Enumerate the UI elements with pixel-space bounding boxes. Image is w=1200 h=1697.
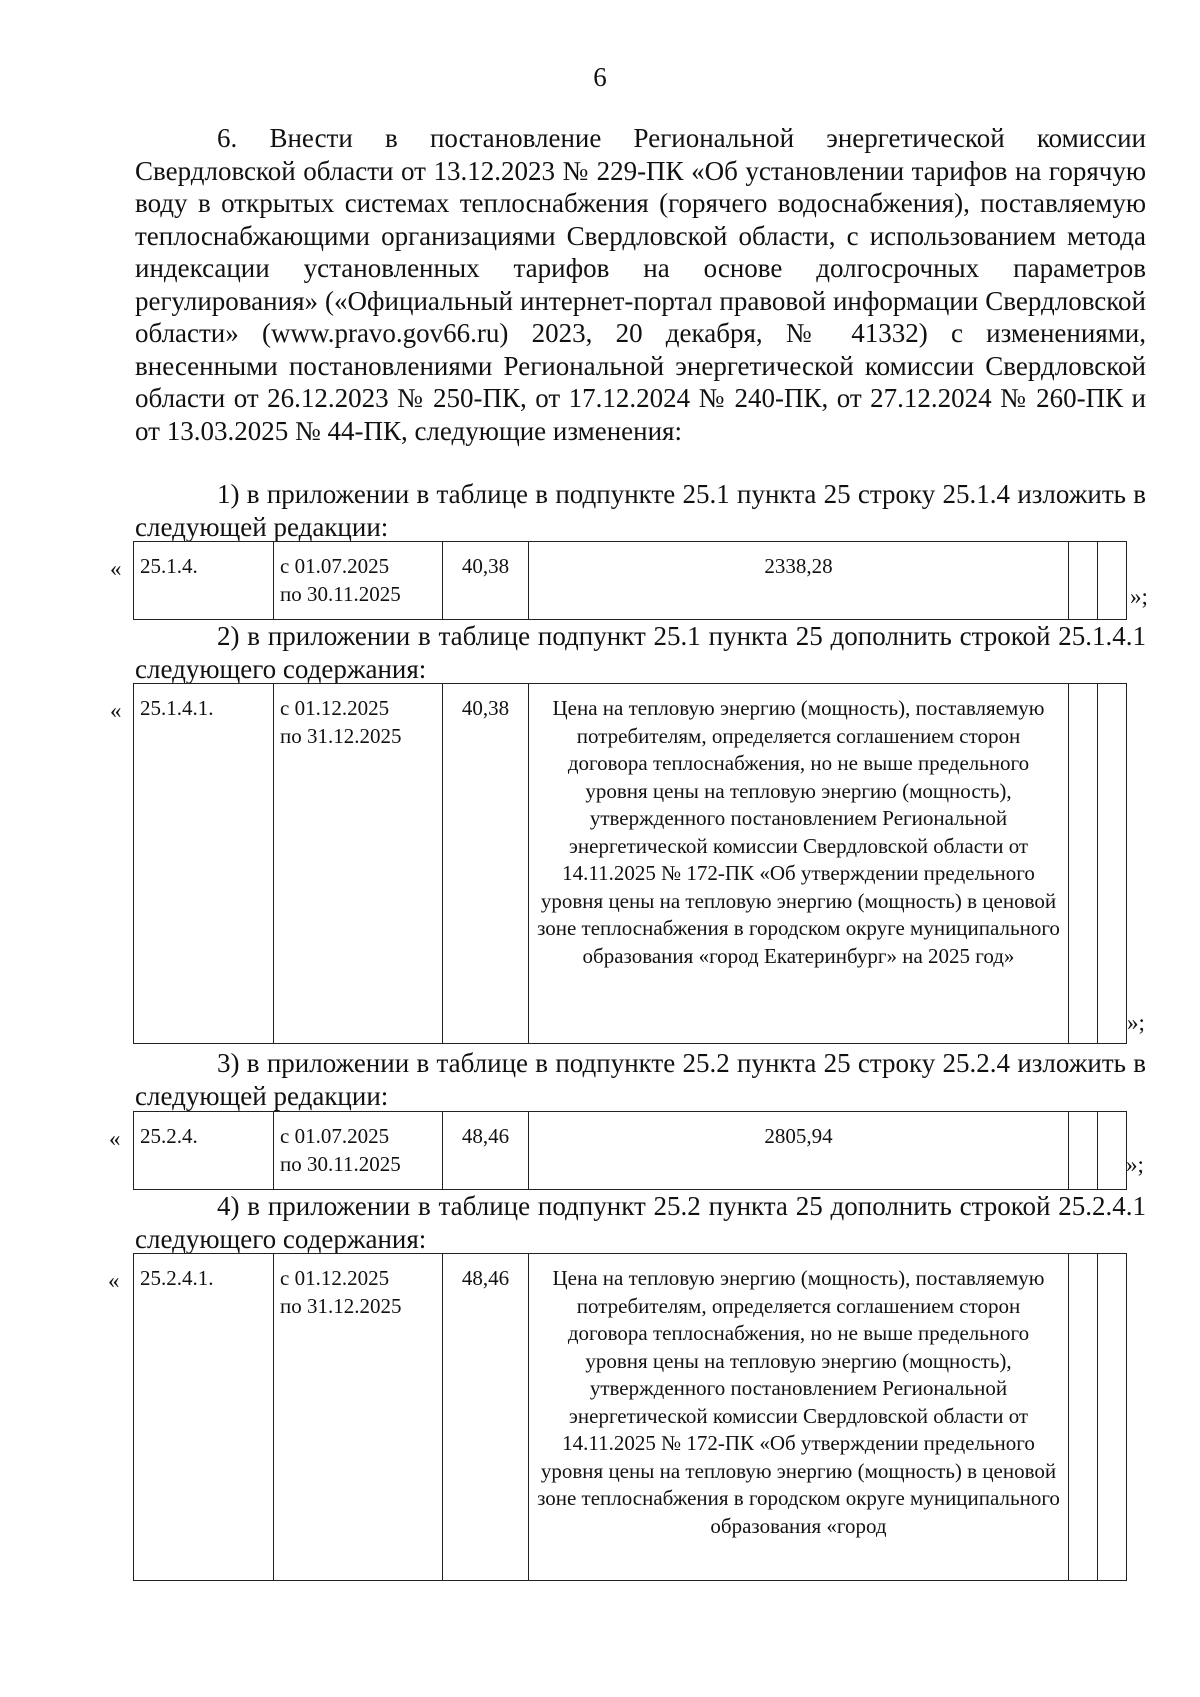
page-number: 6 <box>593 62 607 92</box>
item-1-empty-cell-2 <box>1098 542 1127 620</box>
item-3-rate: 48,46 <box>443 1112 529 1190</box>
item-1-empty-cell-1 <box>1069 542 1098 620</box>
item-4-table-row <box>133 1253 1127 1581</box>
item-4-code: 25.2.4.1. <box>134 1254 274 1581</box>
item-1-period <box>274 542 443 620</box>
item-1-rate: 40,38 <box>443 542 529 620</box>
item-3-period-from: с 01.07.2025 <box>280 1124 390 1148</box>
item-1-period-to: по 30.11.2025 <box>280 581 401 606</box>
item-1-quote-open: « <box>110 556 122 581</box>
item-3-price: 2805,94 <box>529 1112 1069 1190</box>
item-4-period <box>274 1254 443 1581</box>
item-1-code: 25.1.4. <box>134 542 274 620</box>
item-4-rate: 48,46 <box>443 1254 529 1581</box>
item-2-table-row <box>133 683 1127 1044</box>
item-2-period-from: с 01.12.2025 <box>280 696 390 720</box>
item-2-text: 2) в приложении в таблице подпункт 25.1 пункта 25 дополнить строкой 25.1.4.1 следующего содержания: <box>135 621 1146 684</box>
item-3-text: 3) в приложении в таблице в подпункте 25.2 пункта 25 строку 25.2.4 изложить в следующей редакции: <box>135 1048 1146 1111</box>
item-4-price: Цена на тепловую энергию (мощность), поставляемую потребителям, определяется соглашением сторон договора теплоснабжения, но не выше предельного уровня цены на тепловую энергию (мощность), утвержденного постановлением Региональной энергетической комиссии Свердловской области от 14.11.2025 № 172-ПК «Об утверждении предельного уровня цены на тепловую энергию (мощность) в ценовой зоне теплоснабжения в городском округе муниципального образования «город <box>529 1254 1069 1581</box>
item-2-quote-open: « <box>110 698 122 723</box>
item-3-table-row <box>133 1111 1127 1190</box>
item-2-empty-cell-1 <box>1069 684 1098 1044</box>
item-1-period-from: с 01.07.2025 <box>280 554 390 578</box>
item-1-quote-close: »; <box>1130 584 1148 609</box>
item-2-quote-close: »; <box>1127 1010 1145 1035</box>
item-2-period <box>274 684 443 1044</box>
item-2-empty-cell-2 <box>1098 684 1127 1044</box>
item-4-empty-cell-2 <box>1098 1254 1127 1581</box>
item-2-price: Цена на тепловую энергию (мощность), поставляемую потребителям, определяется соглашением сторон договора теплоснабжения, но не выше предельного уровня цены на тепловую энергию (мощность), утвержденного постановлением Региональной энергетической комиссии Свердловской области от 14.11.2025 № 172-ПК «Об утверждении предельного уровня цены на тепловую энергию (мощность) в ценовой зоне теплоснабжения в городском округе муниципального образования «город Екатеринбург» на 2025 год» <box>529 684 1069 1044</box>
item-3-period <box>274 1112 443 1190</box>
item-4-quote-open: « <box>108 1268 120 1293</box>
item-3-quote-open: « <box>109 1126 121 1151</box>
item-2-code: 25.1.4.1. <box>134 684 274 1044</box>
item-3-empty-cell-2 <box>1098 1112 1127 1190</box>
item-2-rate: 40,38 <box>443 684 529 1044</box>
item-3-period-to: по 30.11.2025 <box>280 1151 401 1176</box>
item-4-period-from: с 01.12.2025 <box>280 1266 390 1290</box>
intro-paragraph: 6. Внести в постановление Региональной энергетической комиссии Свердловской области от 13.12.2023 № 229-ПК «Об установлении тарифов на горячую воду в открытых системах теплоснабжения (горячего водоснабжения), поставляемую теплоснабжающими организациями Свердловской области, с использованием метода индексации установленных тарифов на основе долгосрочных параметров регулирования» («Официальный интернет-портал правовой информации Свердловской области» (www.pravo.gov66.ru) 2023, 20 декабря, № 41332) с изменениями, внесенными постановлениями Региональной энергетической комиссии Свердловской области от 26.12.2023 № 250-ПК, от 17.12.2024 № 240-ПК, от 27.12.2024 № 260-ПК и от 13.03.2025 № 44-ПК, следующие изменения: <box>135 123 1146 446</box>
item-3-code: 25.2.4. <box>134 1112 274 1190</box>
item-1-text: 1) в приложении в таблице в подпункте 25.1 пункта 25 строку 25.1.4 изложить в следующей редакции: <box>135 479 1146 542</box>
item-3-empty-cell-1 <box>1069 1112 1098 1190</box>
item-1-price: 2338,28 <box>529 542 1069 620</box>
item-1-table-row <box>133 541 1127 620</box>
item-4-empty-cell-1 <box>1069 1254 1098 1581</box>
item-4-text: 4) в приложении в таблице подпункт 25.2 пункта 25 дополнить строкой 25.2.4.1 следующего содержания: <box>135 1191 1146 1254</box>
item-3-quote-close: »; <box>1126 1152 1144 1177</box>
item-2-period-to: по 31.12.2025 <box>280 723 402 748</box>
item-4-period-to: по 31.12.2025 <box>280 1293 402 1318</box>
